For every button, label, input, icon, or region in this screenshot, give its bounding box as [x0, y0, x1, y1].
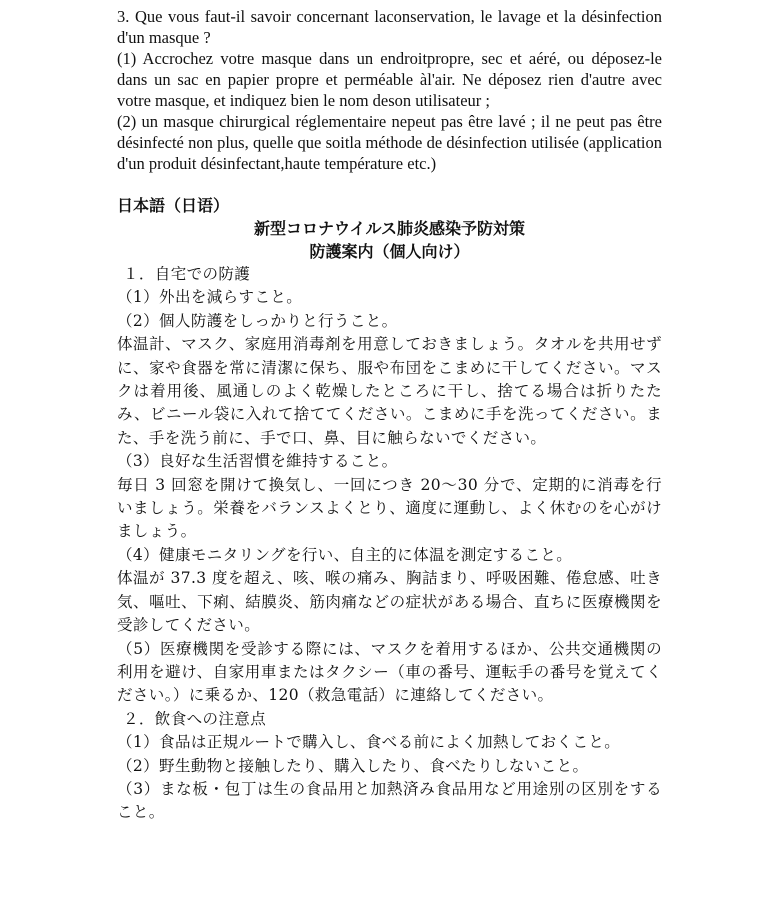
section-1-item-4: （4）健康モニタリングを行い、自主的に体温を測定すること。	[117, 545, 573, 564]
section-1-title: １．自宅での防護	[123, 265, 251, 283]
document-page	[117, 6, 662, 825]
japanese-title-line-1: 新型コロナウイルス肺炎感染予防対策	[253, 219, 526, 238]
section-2-item-1: （1）食品は正規ルートで購入し、食べる前によく加熱しておくこと。	[117, 733, 621, 752]
section-1-item-5: （5）医療機関を受診する際には、マスクを着用するほか、公共交通機関の利用を避け、自家用車またはタクシー（車の番号、運転手の番号を覚えてください。）に乗るか、120（救急電話）に連絡してください。	[117, 639, 662, 705]
japanese-language-label: 日本語（日语）	[117, 196, 230, 215]
french-question-title: 3. Que vous faut-il savoir concernant laconservation, le lavage et la désinfection d'un masque ?	[117, 7, 662, 47]
section-1-item-4-body: 体温が 37.3 度を超え、咳、喉の痛み、胸詰まり、呼吸困難、倦怠感、吐き気、嘔吐、下痢、結膜炎、筋肉痛などの症状がある場合、直ちに医療機関を受診してください。	[117, 569, 662, 635]
french-answer-1: (1) Accrochez votre masque dans un endroitpropre, sec et aéré, ou déposez-le dans un sac en papier propre et perméable àl'air. Ne déposez rien d'autre avec votre masque, et indiquez bien le nom deson utilisateur ;	[117, 49, 662, 110]
french-answer-2: (2) un masque chirurgical réglementaire nepeut pas être lavé ; il ne peut pas être désinfecté non plus, quelle que soitla méthode de désinfection utilisée (application d'un produit désinfectant,haute température etc.)	[117, 112, 662, 173]
section-2-item-3: （3）まな板・包丁は生の食品用と加熱済み食品用など用途別の区別をすること。	[117, 779, 662, 822]
japanese-title-line-2: 防護案内（個人向け）	[309, 242, 470, 261]
section-1-item-2: （2）個人防護をしっかりと行うこと。	[117, 311, 398, 330]
section-1-item-3: （3）良好な生活習慣を維持すること。	[117, 452, 398, 471]
section-1-item-1: （1）外出を減らすこと。	[117, 288, 303, 307]
section-1-item-2-body: 体温計、マスク、家庭用消毒剤を用意しておきましょう。タオルを共用せずに、家や食器を常に清潔に保ち、服や布団をこまめに干してください。マスクは着用後、風通しのよく乾燥したところに干し、捨てる場合は折りたたみ、ビニール袋に入れて捨ててください。こまめに手を洗ってください。また、手を洗う前に、手で口、鼻、目に触らないでください。	[117, 335, 662, 447]
section-2-item-2: （2）野生動物と接触したり、購入したり、食べたりしないこと。	[117, 756, 589, 775]
section-2-title: ２．飲食への注意点	[123, 709, 267, 728]
section-1-item-3-body: 毎日 3 回窓を開けて換気し、一回につき 20～30 分で、定期的に消毒を行いましょう。栄養をバランスよくとり、適度に運動し、よく休むのを心がけましょう。	[117, 475, 662, 541]
